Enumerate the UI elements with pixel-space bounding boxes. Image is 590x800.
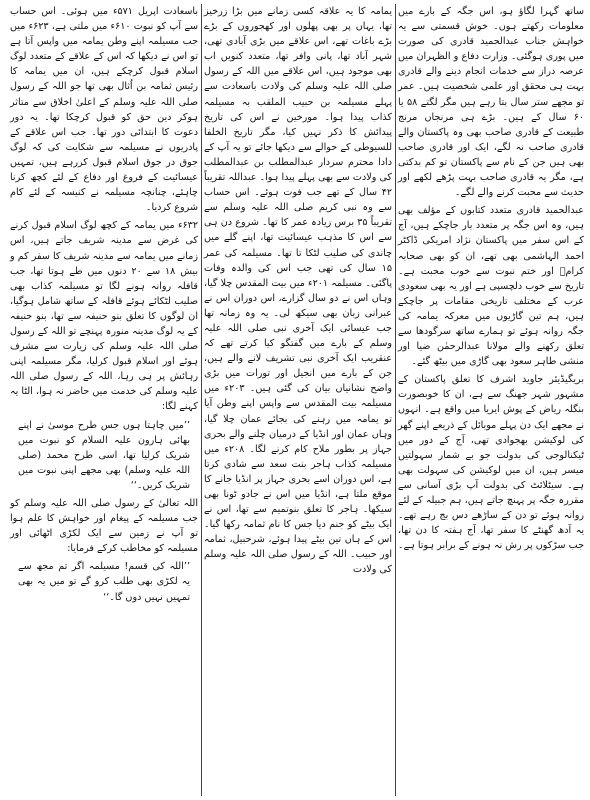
quotation: ’’اللہ کی قسم! مسیلمہ اگر تم مجھ سے یہ لکڑی بھی طلب کرو گے تو میں یہ بھی تمہیں نہیں دوں گا۔‘‘: [18, 561, 190, 603]
paragraph: اللہ تعالیٰ کے رسول صلی اللہ علیہ وسلم کو جب مسیلمہ کے پیغام اور خواہش کا علم ہوا تو آپ نے زمین سے ایک لکڑی اٹھائی اور مسیلمہ کو مخاطب کرکے فرمایا:: [10, 498, 198, 555]
column-left: [10, 4, 198, 608]
column-divider: [201, 4, 202, 796]
quotation: ’’میں چاہتا ہوں جس طرح موسیٰ نے اپنے بھائی ہارون علیہ السلام کو نبوت میں شریک کرلیا تھا، اسی طرح محمد (صلی اللہ علیہ وسلم) بھی مجھے اپنی نبوت میں شریک کریں۔‘‘: [18, 419, 190, 491]
paragraph: باسعادت اپریل ۵۷۱ء میں ہوئی۔ اس حساب سے آپ کو نبوت ۶۱۰ء میں ملتی ہے، ۶۲۳ء میں جب مسیلمہ اپنے وطن یمامہ میں واپس آتا ہے تو اس نے دیکھا کہ اس کے علاقے کے متعدد لوگ اسلام قبول کرچکے ہیں، ان میں یمامہ کا رئیس ثمامہ بن اُثال بھی تھا جو اللہ کے رسول صلی اللہ علیہ وسلم کے اعلیٰ اخلاق سے متاثر ہوکر دین حق کو قبول کرچکا تھا۔ یہ دور دعوت کا ابتدائی دور تھا۔ جب اس علاقے کے پادریوں نے مسیلمہ سے شکایت کی کہ لوگ جوق در جوق اسلام قبول کررہے ہیں، تمہیں عیسائیت کے فروغ اور دفاع کے لئے کچھ کرنا چاہئے، چنانچہ مسیلمہ نے کنیسہ کے لئے کام شروع کردیا۔: [10, 6, 199, 214]
column-right: [398, 4, 584, 556]
column-middle: [204, 4, 392, 581]
paragraph: بریگیڈیئر جاوید اشرف کا تعلق پاکستان کے مشہور شہر جھنگ سے ہے، ان کا خوبصورت بنگلہ ریاض کے پوش ایریا میں واقع ہے۔ انہوں نے مجھے ایک دن پہلے موبائل کے ذریعے اپنے گھر کی لوکیشن بھجوادی تھی، آج کے دور میں ٹیکنالوجی کی بدولت جو بے شمار سہولتیں میسر ہیں، ان میں لوکیشن کی سہولت بھی ہے۔ سیٹلائٹ کی بدولت آپ بڑی آسانی سے مقررہ جگہ پر پہنچ جاتے ہیں، ہم جبیلہ کے لئے روانہ ہوئے تو دن کے ساڑھے دس بج رہے تھے۔ یہ آدھ گھنٹے کا سفر تھا، آج ہفتہ کا دن تھا، جب سڑکوں پر رش نہ ہونے کے برابر ہوتا ہے۔: [398, 374, 584, 552]
paragraph: ساتھ گہرا لگاؤ ہو، اس جگہ کے بارے میں معلومات رکھتے ہوں۔ خوش قسمتی سے یہ خواہش جناب عبدالحمید قادری کی صورت میں پوری ہوگئی۔ وزارت دفاع و الظہران میں عرصہ دراز سے خدمات انجام دینے والے قادری بہت ہی محقق اور علمی شخصیت ہیں۔ عمر تو مجھے ستر سال بتا رہے ہیں مگر لگتے ۵۸ یا ۶۰ سال کے ہیں۔ بڑے ہی مرنجاں مرنج طبیعت کے قادری صاحب بھی وہ پاکستان والے قادری صاحب نہ لگے، ایک اور قادری صاحب بھی ہیں جن کے نام سے پاکستان تو کم بدکتی ہے، مگر یہ قادری صاحب بہت پڑھے لکھے اور حدیث سے محبت کرنے والے لگے۔: [398, 6, 584, 199]
newspaper-page: [6, 4, 584, 796]
paragraph: عبدالحمید قادری متعدد کتابوں کے مؤلف بھی ہیں، وہ اس جگہ پر متعدد بار جاچکے ہیں، آج کے اس سفر میں پاکستان نژاد امریکی ڈاکٹر احمد الہاشمی بھی تھے، ان کو بھی صحابہ کرامؓ اور ختم نبوت سے خوب محبت ہے۔ تاریخ سے خوب دلچسپی ہے اور یہ بھی سعودی عرب کے مختلف تاریخی مقامات پر جاچکے ہیں، ہم تین گاڑیوں میں معرکہ یمامہ کی جگہ روانہ ہوئے تو ہمارے ساتھ سرگودھا سے تعلق رکھنے والے مولانا عبدالرحمٰن ضیا اور منشی طاہر سعود بھی گاڑی میں بیٹھ گئے۔: [398, 205, 584, 368]
column-divider: [395, 4, 396, 796]
paragraph: ۶۳۲ء میں یمامہ کے کچھ لوگ اسلام قبول کرنے کی غرض سے مدینہ شریف جاتے ہیں، اس زمانے میں یمامہ سے مدینہ شریف کا سفر کم و بیش ۱۸ سے ۲۰ دنوں میں طے ہوتا تھا، جب قافلہ روانہ ہونے لگا تو مسیلمہ کذاب بھی صلیب لٹکائے ہوئے قافلہ کے ساتھ شامل ہوگیا، ان لوگوں کا تعلق بنو حنیفہ سے تھا، بنو حنیفہ کے یہ لوگ مدینہ منورہ پہنچے تو اللہ کے رسول صلی اللہ علیہ وسلم کی زیارت سے مشرف ہوئے اور اسلام قبول کرلیا، مگر مسیلمہ اپنی رہائش پر ہی رہا، اللہ کے رسول صلی اللہ علیہ وسلم کی خدمت میں حاضر نہ ہوا، الٹا یہ کہنے لگا:: [10, 220, 198, 413]
paragraph: یمامہ کا یہ علاقہ کسی زمانے میں بڑا زرخیز تھا، یہاں پر بھی پھلوں اور کھجوروں کے بڑے بڑے باغات تھے، اس علاقے میں بڑی آبادی تھی، شہر آباد تھا، پانی وافر تھا، متعدد کنویں اب بھی موجود ہیں، اس علاقے میں اللہ کے رسول صلی اللہ علیہ وسلم کی ولادت باسعادت سے پہلے مسیلمہ بن حبیب الملقب بہ مسیلمہ کذاب پیدا ہوا۔ مورخین نے اس کی تاریخ پیدائش کا ذکر نہیں کیا، مگر تاریخ الخلفا للسیوطی کے حوالے سے دیکھا جائے تو یہ آپ کے دادا محترم سردار عبدالمطلب بن عبدالمطلب کی ولادت سے بھی پہلے پیدا ہوا۔ عبداللہ تقریباً ۴۲ سال کے تھے جب فوت ہوئے۔ اس حساب سے وہ نبی کریم صلی اللہ علیہ وسلم سے تقریباً ۳۵ برس زیادہ عمر کا تھا۔ شروع دن ہی سے اس کا مذہب عیسائیت تھا، اپنے گلے میں چاندی کی صلیب لٹکا تا تھا۔ مسیلمہ کی عمر ۱۵ سال کی تھی جب اس کی والدہ وفات پاگئی۔ مسیلمہ ۲۰۱ء میں بیت المقدس چلا گیا، وہاں اس نے دو سال گزارے، اس دوران اس نے عبرانی زبان بھی سیکھ لی۔ یہ وہ زمانہ تھا جب عیسائی ایک آخری نبی صلی اللہ علیہ وسلم کے بارے میں گفتگو کیا کرتے تھے کہ عنقریب ایک آخری نبی تشریف لانے والے ہیں، جن کے بارے میں انجیل اور تورات میں بڑی واضح نشانیاں بیان کی گئی ہیں۔ ۲۰۳ء میں مسیلمہ بیت المقدس سے واپس اپنے وطن آیا تو یمامہ میں رہنے کی بجائے عمان چلا گیا، وہاں عمان اور انڈیا کے درمیان چلنے والے بحری جہاز پر بطور ملاح کام کرنے لگا۔ ۲۰۸ء میں مسیلمہ کذاب ہاجر بنت سعد سے شادی کرتا ہے، اس دوران اسے بحری جہاز پر انڈیا جانے کا موقع ملتا ہے، انڈیا میں اس نے جادو ٹونا بھی سیکھا۔ ہاجر کا تعلق بنوتمیم سے تھا، اس نے ایک بیٹے کو جنم دیا جس کا نام ثمامہ رکھا گیا۔ اس کے ہاں تین بیٹے پیدا ہوئے، شرحبیل، ثمامہ اور حبیب۔ اللہ کے رسول صلی اللہ علیہ وسلم کی ولادت: [204, 6, 393, 576]
